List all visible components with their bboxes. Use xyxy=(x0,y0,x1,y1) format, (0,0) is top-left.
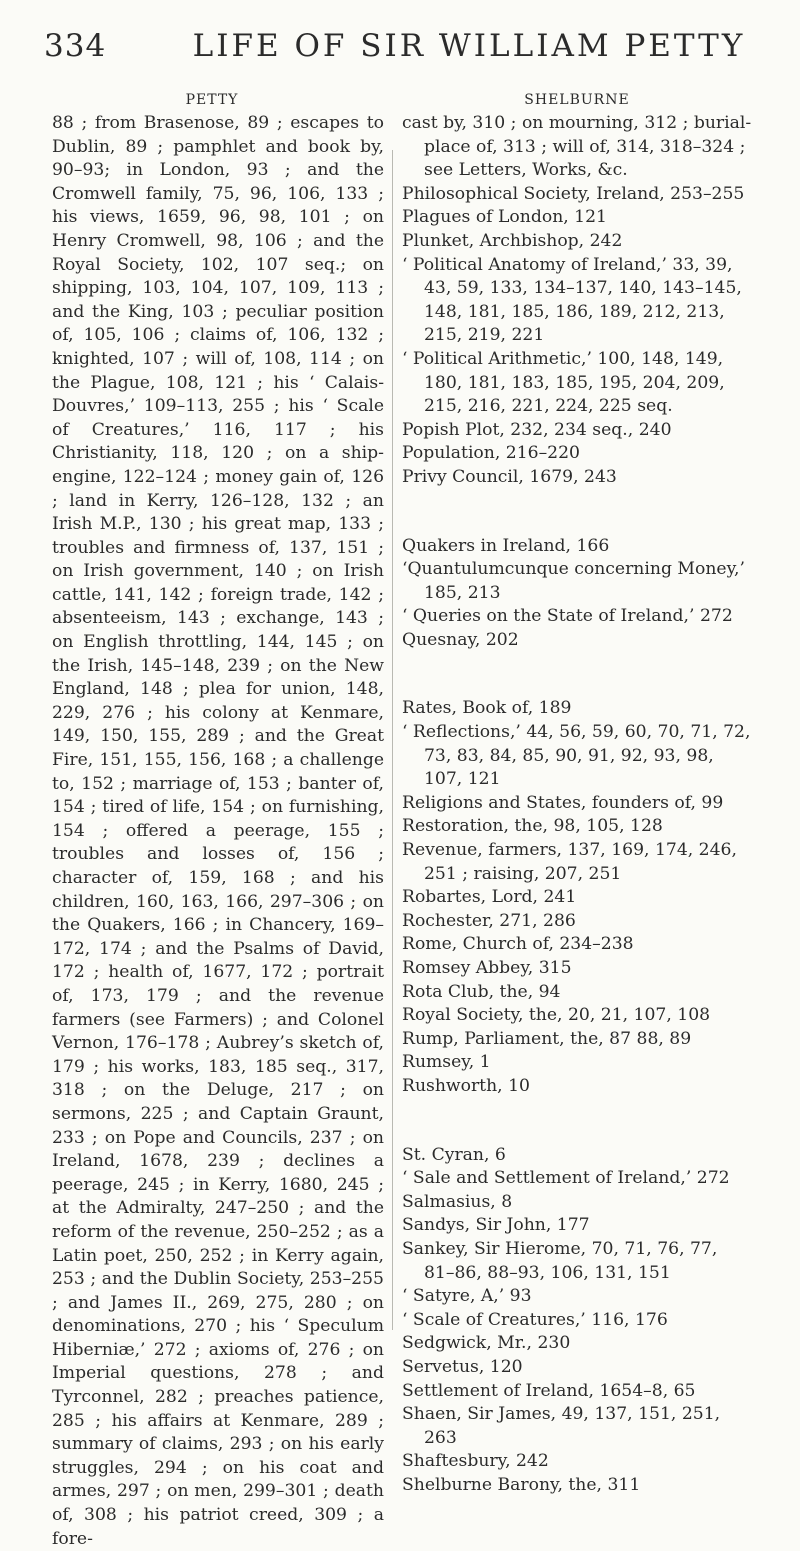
right-column-header: SHELBURNE xyxy=(524,92,630,108)
index-entry: ‘Quantulumcunque concerning Money,’ 185, 213 xyxy=(402,559,745,603)
index-entry: Shaen, Sir James, 49, 137, 151, 251, 263 xyxy=(402,1404,721,1448)
index-entry: Rump, Parliament, the, 87 88, 89 xyxy=(402,1028,692,1049)
index-entry: Privy Council, 1679, 243 xyxy=(402,466,617,487)
index-entry: ‘ Political Anatomy of Ireland,’ 33, 39, 43, 59, 133, 134–137, 140, 143–145, 148, 181, 185, 186, 189, 212, 213, 215, 219, 221 xyxy=(402,254,742,346)
right-column xyxy=(402,92,752,1542)
running-head xyxy=(0,28,800,78)
index-entry: Romsey Abbey, 315 xyxy=(402,958,572,978)
index-entry: Sandys, Sir John, 177 xyxy=(402,1215,590,1236)
index-group xyxy=(402,112,752,490)
index-entry: Population, 216–220 xyxy=(402,443,580,464)
index-group xyxy=(402,1144,752,1498)
index-entry: Sankey, Sir Hierome, 70, 71, 76, 77, 81–86, 88–93, 106, 131, 151 xyxy=(402,1238,718,1283)
index-entry: Servetus, 120 xyxy=(402,1356,523,1377)
index-entry: ‘ Queries on the State of Ireland,’ 272 xyxy=(402,606,733,627)
index-entry: ‘ Scale of Creatures,’ 116, 176 xyxy=(402,1309,668,1330)
index-entry: Revenue, farmers, 137, 169, 174, 246, 251 ; raising, 207, 251 xyxy=(402,840,737,884)
book-title: LIFE OF SIR WILLIAM PETTY xyxy=(192,28,746,64)
index-entry: Religions and States, founders of, 99 xyxy=(402,792,724,813)
index-entry: St. Cyran, 6 xyxy=(402,1144,506,1165)
index-entry: Plunket, Archbishop, 242 xyxy=(402,230,623,251)
index-entry: Salmasius, 8 xyxy=(402,1191,513,1212)
index-group xyxy=(402,535,752,653)
petty-entry-text: 88 ; from Brasenose, 89 ; escapes to Dublin, 89 ; pamphlet and book by, 90–93; in London, 93 ; and the Cromwell family, 75, 96, 106, 133 ; his views, 1659, 96, 98, 101 ; on Henry Cromwell, 98, 106 ; and the Royal Society, 102, 107 seq.; on shipping, 103, 104, 107, 109, 113 ; and the King, 103 ; peculiar position of, 105, 106 ; claims of, 106, 132 ; knighted, 107 ; will of, 108, 114 ; on the Plague, 108, 121 ; his ‘ Calais-Douvres,’ 109–113, 255 ; his ‘ Scale of Creatures,’ 116, 117 ; his Christianity, 118, 120 ; on a ship-engine, 122–124 ; money gain of, 126 ; land in Kerry, 126–128, 132 ; an Irish M.P., 130 ; his great map, 133 ; troubles and firmness of, 137, 151 ; on Irish government, 140 ; on Irish cattle, 141, 142 ; foreign trade, 142 ; absenteeism, 143 ; exchange, 143 ; on English throttling, 144, 145 ; on the Irish, 145–148, 239 ; on the New England, 148 ; plea for union, 148, 229, 276 ; his colony at Kenmare, 149, 150, 155, 289 ; and the Great Fire, 151, 155, 156, 168 ; a challenge to, 152 ; marriage of, 153 ; banter of, 154 ; tired of life, 154 ; on furnishing, 154 ; offered a peerage, 155 ; troubles and losses of, 156 ; character of, 159, 168 ; and his children, 160, 163, 166, 297–306 ; on the Quakers, 166 ; in Chancery, 169–172, 174 ; and the Psalms of David, 172 ; health of, 1677, 172 ; portrait of, 173, 179 ; and the revenue farmers (see Farmers) ; and Colonel Vernon, 176–178 ; Aubrey’s sketch of, 179 ; his works, 183, 185 seq., 317, 318 ; on the Deluge, 217 ; on sermons, 225 ; and Captain Graunt, 233 ; on Pope and Councils, 237 ; on Ireland, 1678, 239 ; declines a peerage, 245 ; in Kerry, 1680, 245 ; at the Admiralty, 247–250 ; and the reform of the revenue, 250–252 ; as a Latin poet, 250, 252 ; in Kerry again, 253 ; and the Dublin Society, 253–255 ; and James II., 269, 275, 280 ; on denominations, 270 ; his ‘ Speculum Hiberniæ,’ 272 ; axioms of, 276 ; on Imperial questions, 278 ; and Tyrconnel, 282 ; preaches patience, 285 ; his affairs at Kenmare, 289 ; summary of claims, 293 ; on his early struggles, 294 ; on his coat and armes, 297 ; on men, 299–301 ; death of, 308 ; his patriot creed, 309 ; a fore- xyxy=(52,113,384,1549)
index-entry: Plagues of London, 121 xyxy=(402,207,607,228)
index-entry: Rates, Book of, 189 xyxy=(402,698,572,719)
index-entry: Rochester, 271, 286 xyxy=(402,910,576,931)
index-entry: cast by, 310 ; on mourning, 312 ; burial-place of, 313 ; will of, 314, 318–324 ; see Letters, Works, &c. xyxy=(402,113,752,181)
index-entry: Royal Society, the, 20, 21, 107, 108 xyxy=(402,1005,711,1026)
column-divider xyxy=(392,150,393,1330)
index-entry: Shaftesbury, 242 xyxy=(402,1451,549,1472)
index-entry: ‘ Sale and Settlement of Ireland,’ 272 xyxy=(402,1168,730,1189)
left-column xyxy=(52,92,384,1551)
right-column-groups xyxy=(402,112,752,1497)
index-group xyxy=(402,697,752,1098)
index-entry: Rota Club, the, 94 xyxy=(402,981,561,1002)
index-entry: Rumsey, 1 xyxy=(402,1052,491,1073)
index-entry: Sedgwick, Mr., 230 xyxy=(402,1333,571,1354)
index-entry: ‘ Political Arithmetic,’ 100, 148, 149, 180, 181, 183, 185, 195, 204, 209, 215, 216, 221, 224, 225 seq. xyxy=(402,348,725,417)
left-column-header: PETTY xyxy=(185,92,239,108)
page-number: 334 xyxy=(44,28,107,64)
index-entry: Settlement of Ireland, 1654–8, 65 xyxy=(402,1380,696,1401)
index-entry: Rome, Church of, 234–238 xyxy=(402,934,634,955)
index-entry: ‘ Reflections,’ 44, 56, 59, 60, 70, 71, 72, 73, 83, 84, 85, 90, 91, 92, 93, 98, 107, 121 xyxy=(402,722,751,790)
index-entry: Robartes, Lord, 241 xyxy=(402,887,577,908)
index-entry: Philosophical Society, Ireland, 253–255 xyxy=(402,183,745,204)
index-entry: Popish Plot, 232, 234 seq., 240 xyxy=(402,419,672,440)
index-entry: Shelburne Barony, the, 311 xyxy=(402,1474,641,1495)
index-entry: Quesnay, 202 xyxy=(402,629,519,650)
index-entry: Restoration, the, 98, 105, 128 xyxy=(402,816,663,837)
index-entry: Quakers in Ireland, 166 xyxy=(402,535,610,556)
index-entry: Rushworth, 10 xyxy=(402,1075,530,1096)
index-entry: ‘ Satyre, A,’ 93 xyxy=(402,1286,532,1307)
